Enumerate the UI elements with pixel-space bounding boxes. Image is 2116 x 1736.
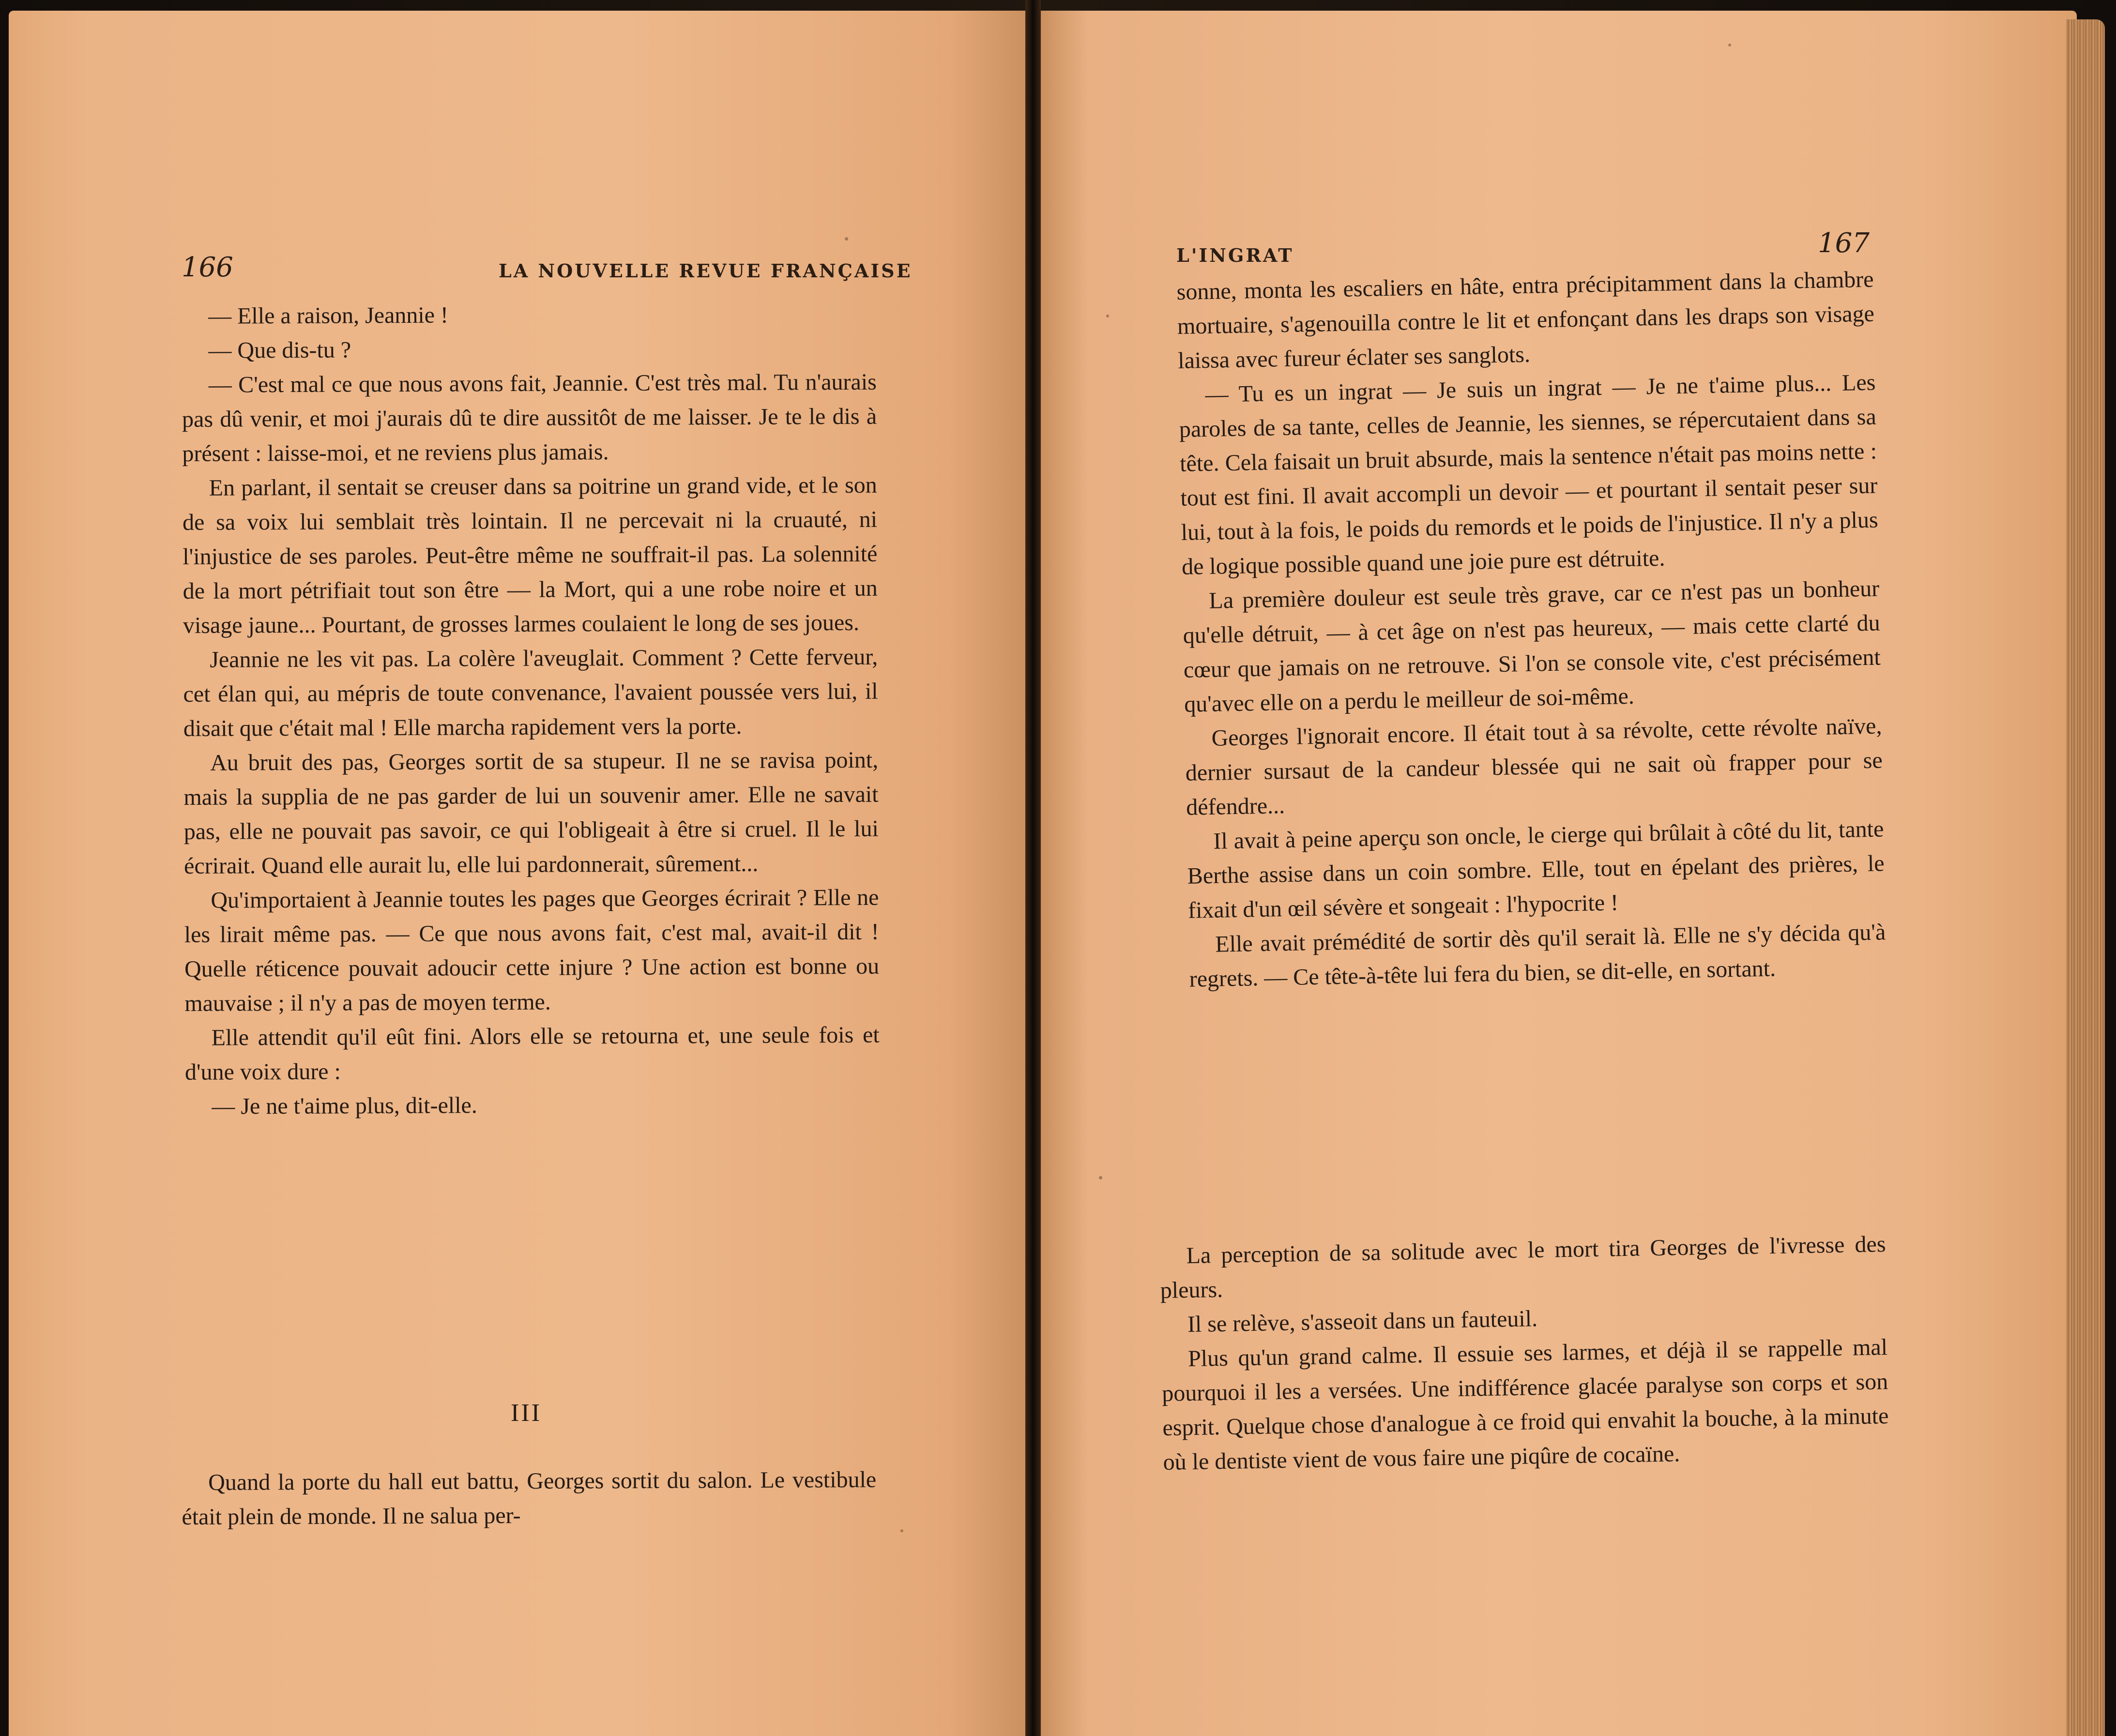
left-page-number: 166 — [182, 252, 233, 283]
paragraph: — Elle a raison, Jeannie ! — [208, 302, 449, 329]
page-edges — [2066, 19, 2105, 1736]
paragraph: Georges l'ignorait encore. Il était tout à sa révolte, cette révolte naïve, dernier sursaut de la candeur blessée qui ne sait où frapper pour se défendre... — [1185, 713, 1883, 820]
left-section-body — [182, 1463, 877, 1534]
book-gutter — [1025, 0, 1041, 1736]
paragraph: Au bruit des pas, Georges sortit de sa stupeur. Il ne se ravisa point, mais la supplia de ne pas garder de lui un souvenir amer. Elle ne savait pas, elle ne pouvait pas savoir, ce qui l'obligeait à être si cruel. Il le lui écrirait. Quand elle aurait lu, elle lui pardonnerait, sûrement... — [183, 747, 879, 879]
paragraph: Elle avait prémédité de sortir dès qu'il serait là. Elle ne s'y décida qu'à regrets. — Ce tête-à-tête lui fera du bien, se dit-elle, en sortant. — [1189, 919, 1886, 992]
paragraph: La première douleur est seule très grave, car ce n'est pas un bonheur qu'elle détruit, — à cet âge on n'est pas heureux, — mais cette clarté du cœur que jamais on ne retrouve. Si l'on se console vite, c'est précisément qu'avec elle on a perdu le meilleur de soi-même. — [1183, 575, 1881, 717]
paragraph: — C'est mal ce que nous avons fait, Jeannie. C'est très mal. Tu n'aurais pas dû venir, et moi j'aurais dû te dire aussitôt de me laisser. Je te le dis à présent : laisse-moi, et ne reviens plus jamais. — [182, 369, 877, 467]
paragraph: — Tu es un ingrat — Je suis un ingrat — Je ne t'aime plus... Les paroles de sa tante, celles de Jeannie, les siennes, se répercutaient dans sa tête. Cela faisait un bruit absurde, mais la sentence n'était pas moins nette : tout est fini. Il avait accompli un devoir — et pourtant il sentait peser sur lui, tout à la fois, le poids du remords et le poids de l'injustice. Il n'y a plus de logique possible quand une joie pure est détruite. — [1179, 369, 1879, 580]
paragraph: — Que dis-tu ? — [208, 337, 351, 363]
right-section-body — [1159, 1227, 1889, 1479]
paragraph: Elle attendit qu'il eût fini. Alors elle se retourna et, une seule fois et d'une voix dure : — [184, 1022, 880, 1085]
paragraph: Plus qu'un grand calme. Il essuie ses larmes, et déjà il se rappelle mal pourquoi il les a versées. Une indifférence glacée paralyse son corps et son esprit. Quelque chose d'analogue à ce froid qui envahit la bouche, à la minute où le dentiste vient de vous faire une piqûre de cocaïne. — [1161, 1334, 1889, 1475]
section-number: III — [511, 1399, 542, 1427]
left-running-head: LA NOUVELLE REVUE FRANÇAISE — [499, 260, 913, 282]
left-page-body — [182, 296, 880, 1124]
paragraph: Quand la porte du hall eut battu, Georges sortit du salon. Le vestibule était plein de monde. Il ne salua per- — [182, 1466, 877, 1530]
right-page-body — [1176, 262, 1887, 996]
paragraph: En parlant, il sentait se creuser dans sa poitrine un grand vide, et le son de sa voix lui semblait très lointain. Il ne percevait ni la cruauté, ni l'injustice de ses paroles. Peut-être même ne souffrait-il pas. La solennité de la mort pétrifiait tout son être — la Mort, qui a une robe noire et un visage jaune... Pourtant, de grosses larmes coulaient le long de ses joues. — [182, 472, 878, 638]
right-running-head: L'INGRAT — [1176, 244, 1294, 266]
paper-speck — [1106, 315, 1109, 317]
paragraph: Qu'importaient à Jeannie toutes les pages que Georges écrirait ? Elle ne les lirait même pas. — Ce que nous avons fait, c'est mal, avait-il dit ! Quelle réticence pouvait adoucir cette injure ? Une action est bonne ou mauvaise ; il n'y a pas de moyen terme. — [184, 884, 880, 1016]
paragraph: Jeannie ne les vit pas. La colère l'aveuglait. Comment ? Cette ferveur, cet élan qui, au mépris de toute convenance, l'avaient poussée vers lui, il disait que c'était mal ! Elle marcha rapidement vers la porte. — [183, 644, 878, 741]
paragraph: — Je ne t'aime plus, dit-elle. — [212, 1092, 477, 1119]
paper-speck — [845, 237, 848, 241]
paragraph: Il avait à peine aperçu son oncle, le cierge qui brûlait à côté du lit, tante Berthe assise dans un coin sombre. Elle, tout en épelant des prières, le fixait d'un œil sévère et songeait : l'hypocrite ! — [1187, 816, 1885, 923]
paragraph: sonne, monta les escaliers en hâte, entra précipitamment dans la chambre mortuaire, s'agenouilla contre le lit et enfonçant dans les draps son visage laissa avec fureur éclater ses sanglots. — [1176, 266, 1875, 374]
paragraph: Il se relève, s'asseoit dans un fauteuil. — [1187, 1306, 1538, 1338]
paper-speck — [1728, 44, 1731, 46]
paragraph: La perception de sa solitude avec le mort tira Georges de l'ivresse des pleurs. — [1160, 1231, 1886, 1303]
paper-speck — [1099, 1176, 1102, 1179]
paper-speck — [900, 1529, 903, 1532]
right-page-number: 167 — [1818, 227, 1870, 259]
